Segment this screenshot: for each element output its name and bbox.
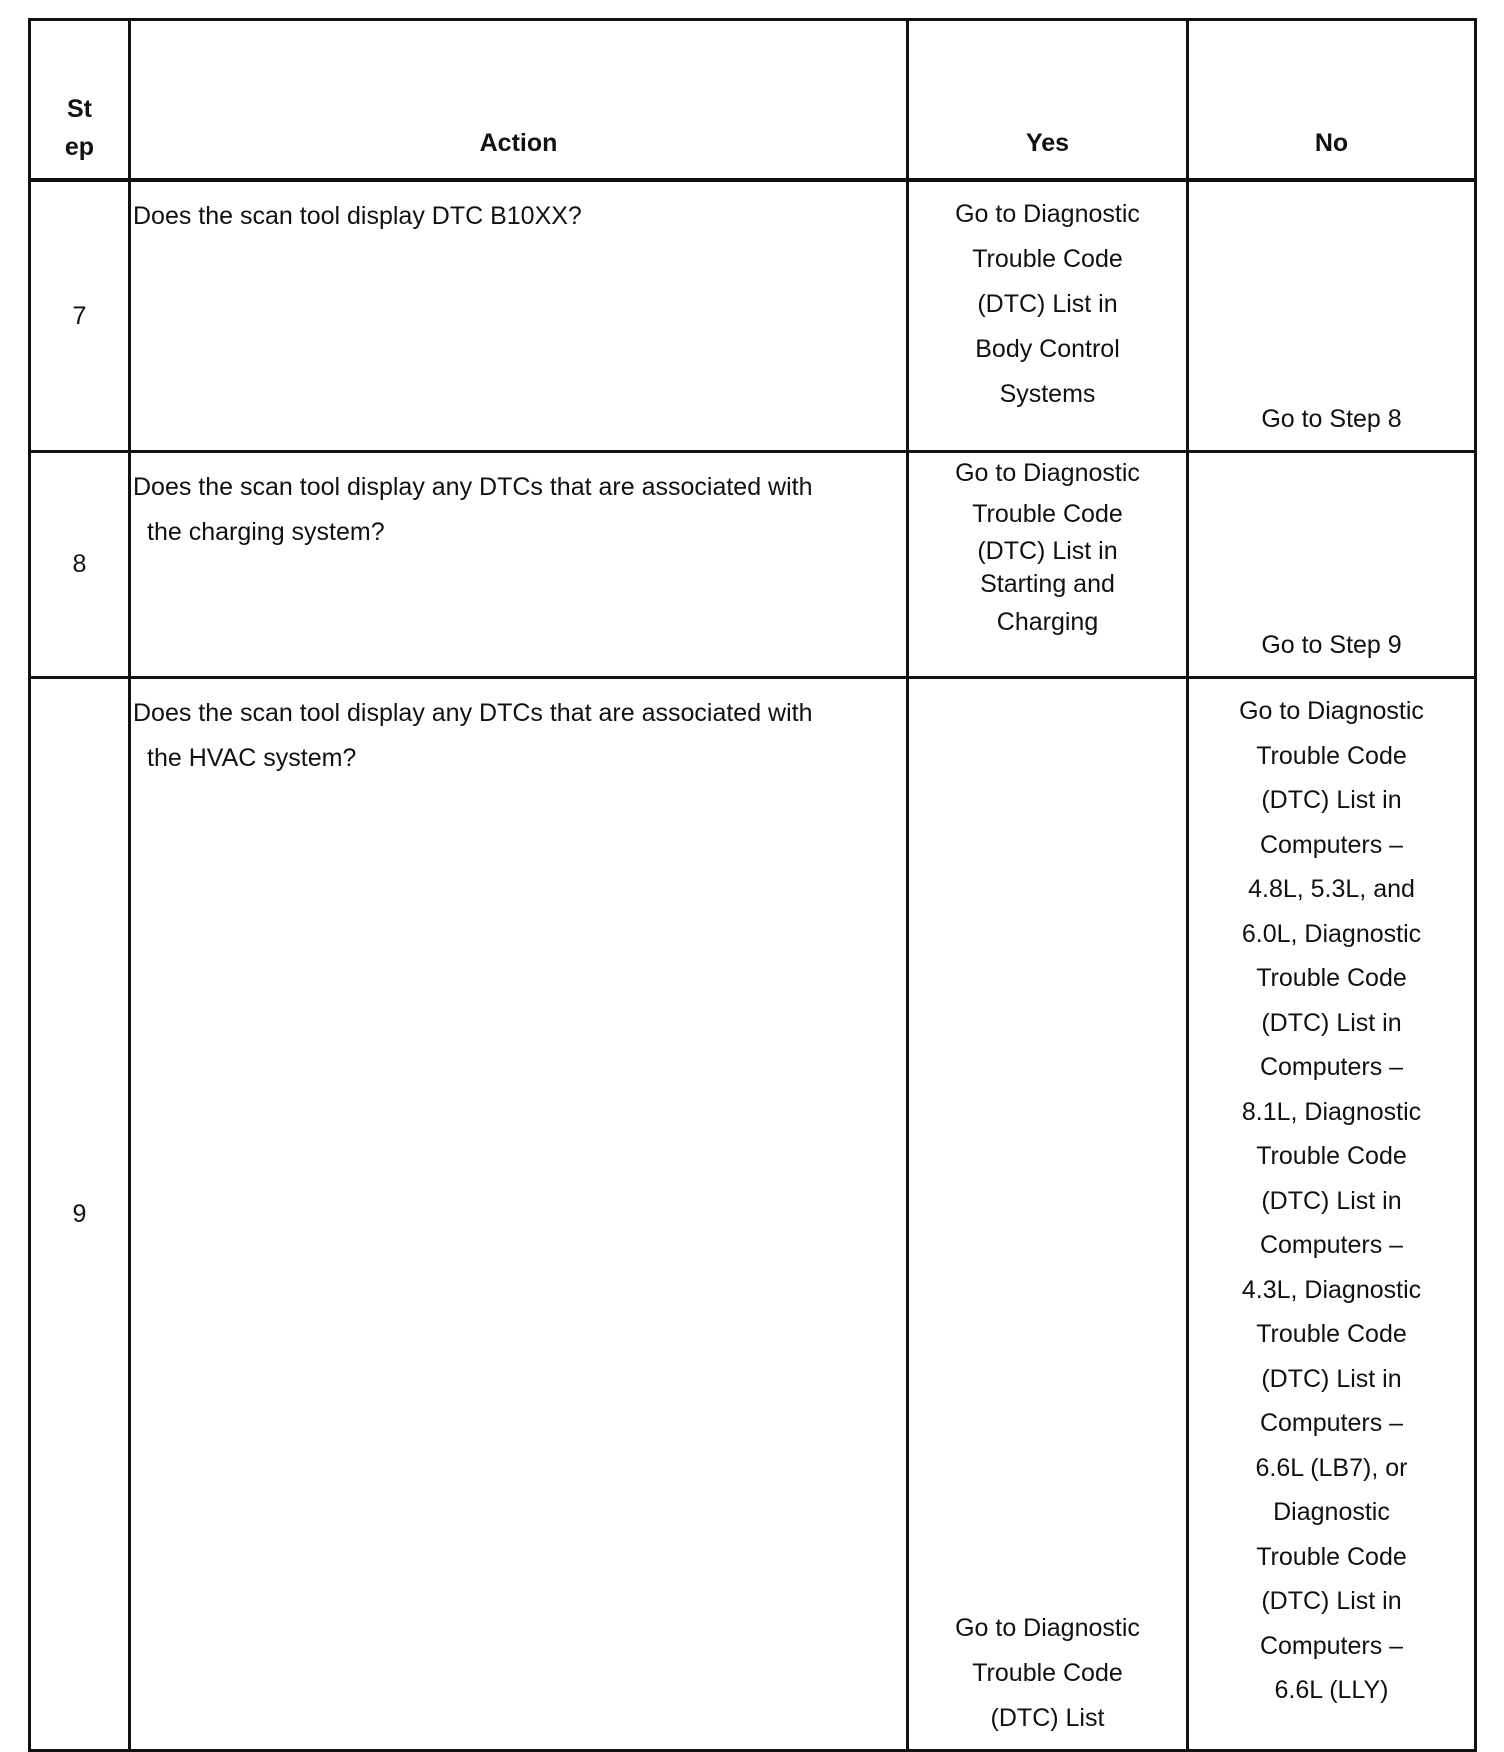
- yes-line: Charging: [996, 608, 1099, 636]
- table-row: [30, 180, 1476, 452]
- header-yes: Yes: [908, 20, 1188, 181]
- no-line: (DTC) List in: [1261, 1364, 1402, 1393]
- no-cell: [1188, 452, 1476, 678]
- action-line: Does the scan tool display any DTCs that are associated with: [133, 699, 813, 727]
- header-step: [30, 20, 130, 181]
- step-number: 7: [30, 180, 130, 452]
- no-line: 8.1L, Diagnostic: [1241, 1097, 1422, 1126]
- yes-line: (DTC) List: [990, 1704, 1105, 1732]
- action-line: Does the scan tool display DTC B10XX?: [133, 202, 582, 230]
- header-step-line2: ep: [64, 133, 95, 161]
- diagnostic-table: [28, 18, 1477, 1752]
- no-line: (DTC) List in: [1261, 1186, 1402, 1215]
- no-line: Go to Diagnostic: [1239, 697, 1424, 725]
- no-line: Computers –: [1259, 1231, 1404, 1259]
- action-line: the charging system?: [147, 518, 385, 546]
- step-number: 9: [30, 678, 130, 1751]
- no-line: Trouble Code: [1256, 1320, 1407, 1348]
- no-line: Go to Step 9: [1261, 631, 1402, 659]
- yes-line: Go to Diagnostic: [955, 1614, 1140, 1642]
- table-row: [30, 678, 1476, 1751]
- no-line: 6.6L (LB7), or: [1255, 1453, 1408, 1482]
- action-cell: [130, 180, 908, 452]
- no-line: Trouble Code: [1256, 1542, 1407, 1571]
- table-row: [30, 452, 1476, 678]
- no-line: Diagnostic: [1273, 1498, 1390, 1526]
- no-line: Trouble Code: [1256, 1142, 1407, 1170]
- yes-line: Starting and: [980, 570, 1115, 598]
- no-line: Computers –: [1259, 1053, 1404, 1081]
- no-line: 4.3L, Diagnostic: [1241, 1275, 1422, 1304]
- no-line: Computers –: [1259, 1409, 1404, 1437]
- no-line: Trouble Code: [1256, 741, 1407, 770]
- yes-line: Go to Diagnostic: [955, 200, 1140, 228]
- action-cell: [130, 678, 908, 1751]
- yes-line: (DTC) List in: [977, 290, 1118, 318]
- no-line: Computers –: [1259, 830, 1404, 859]
- no-cell: [1188, 180, 1476, 452]
- no-line: 6.0L, Diagnostic: [1241, 919, 1422, 948]
- header-step-line1: St: [67, 95, 92, 123]
- header-action: Action: [130, 20, 908, 181]
- yes-cell: [908, 452, 1188, 678]
- header-no: No: [1188, 20, 1476, 181]
- no-line: Computers –: [1259, 1631, 1404, 1660]
- no-line: 4.8L, 5.3L, and: [1248, 875, 1415, 903]
- yes-line: (DTC) List in: [977, 537, 1118, 565]
- yes-line: Go to Diagnostic: [955, 459, 1140, 487]
- no-line: Go to Step 8: [1261, 405, 1402, 433]
- action-line: Does the scan tool display any DTCs that are associated with: [133, 473, 813, 501]
- yes-line: Trouble Code: [972, 1659, 1123, 1687]
- no-line: 6.6L (LLY): [1274, 1676, 1389, 1704]
- yes-line: Trouble Code: [972, 245, 1123, 273]
- yes-cell: [908, 180, 1188, 452]
- no-line: (DTC) List in: [1261, 1008, 1402, 1037]
- table-body: [30, 180, 1476, 1751]
- no-line: Trouble Code: [1256, 964, 1407, 992]
- yes-line: Body Control: [975, 335, 1120, 363]
- yes-cell: [908, 678, 1188, 1751]
- yes-line: Trouble Code: [972, 500, 1123, 528]
- no-cell: [1188, 678, 1476, 1751]
- yes-line: Systems: [999, 380, 1096, 408]
- table-header: [30, 20, 1476, 181]
- no-line: (DTC) List in: [1261, 786, 1402, 814]
- no-line: (DTC) List in: [1261, 1587, 1402, 1615]
- step-number: 8: [30, 452, 130, 678]
- action-cell: [130, 452, 908, 678]
- action-line: the HVAC system?: [147, 744, 357, 772]
